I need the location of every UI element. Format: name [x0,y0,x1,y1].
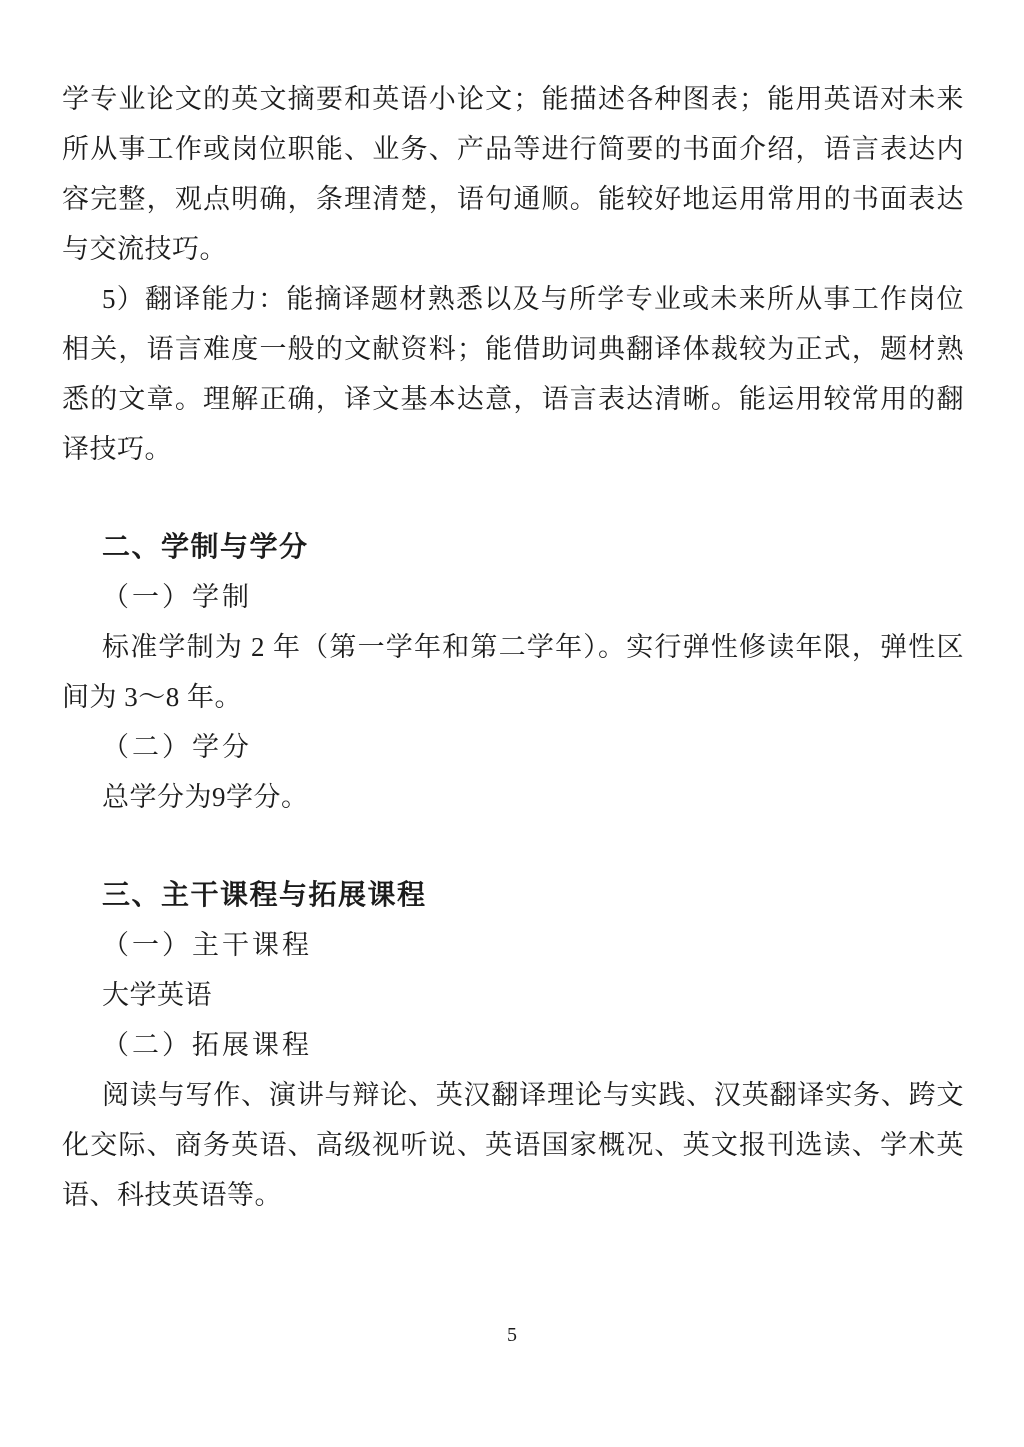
subsection-title-credits: （二）学分 [102,732,252,762]
paragraph-writing-ability-continuation: 学专业论文的英文摘要和英语小论文；能描述各种图表；能用英语对未来所从事工作或岗位职能、业务、产品等进行简要的书面介绍，语言表达内容完整，观点明确，条理清楚，语句通顺。能较好地运用常用的书面表达与交流技巧。 [62,84,964,264]
page-number: 5 [507,1324,517,1346]
paragraph-translation-ability: 5）翻译能力：能摘译题材熟悉以及与所学专业或未来所从事工作岗位相关，语言难度一般的文献资料；能借助词典翻译体裁较为正式，题材熟悉的文章。理解正确，译文基本达意，语言表达清晰。能运用较常用的翻译技巧。 [62,284,964,464]
paragraph-extension-courses: 阅读与写作、演讲与辩论、英汉翻译理论与实践、汉英翻译实务、跨文化交际、商务英语、高级视听说、英语国家概况、英文报刊选读、学术英语、科技英语等。 [62,1080,964,1210]
paragraph-main-courses: 大学英语 [102,980,212,1010]
subsection-title-schooling-system: （一）学制 [102,582,252,612]
paragraph-total-credits: 总学分为9学分。 [102,782,309,812]
paragraph-schooling-years: 标准学制为 2 年（第一学年和第二学年）。实行弹性修读年限，弹性区间为 3～8 年。 [62,632,964,712]
subsection-title-extension-courses: （二）拓展课程 [102,1030,312,1060]
section-heading-schooling-and-credits: 二、学制与学分 [102,531,309,562]
subsection-title-main-courses: （一）主干课程 [102,930,312,960]
section-heading-main-and-extension-courses: 三、主干课程与拓展课程 [102,879,427,910]
